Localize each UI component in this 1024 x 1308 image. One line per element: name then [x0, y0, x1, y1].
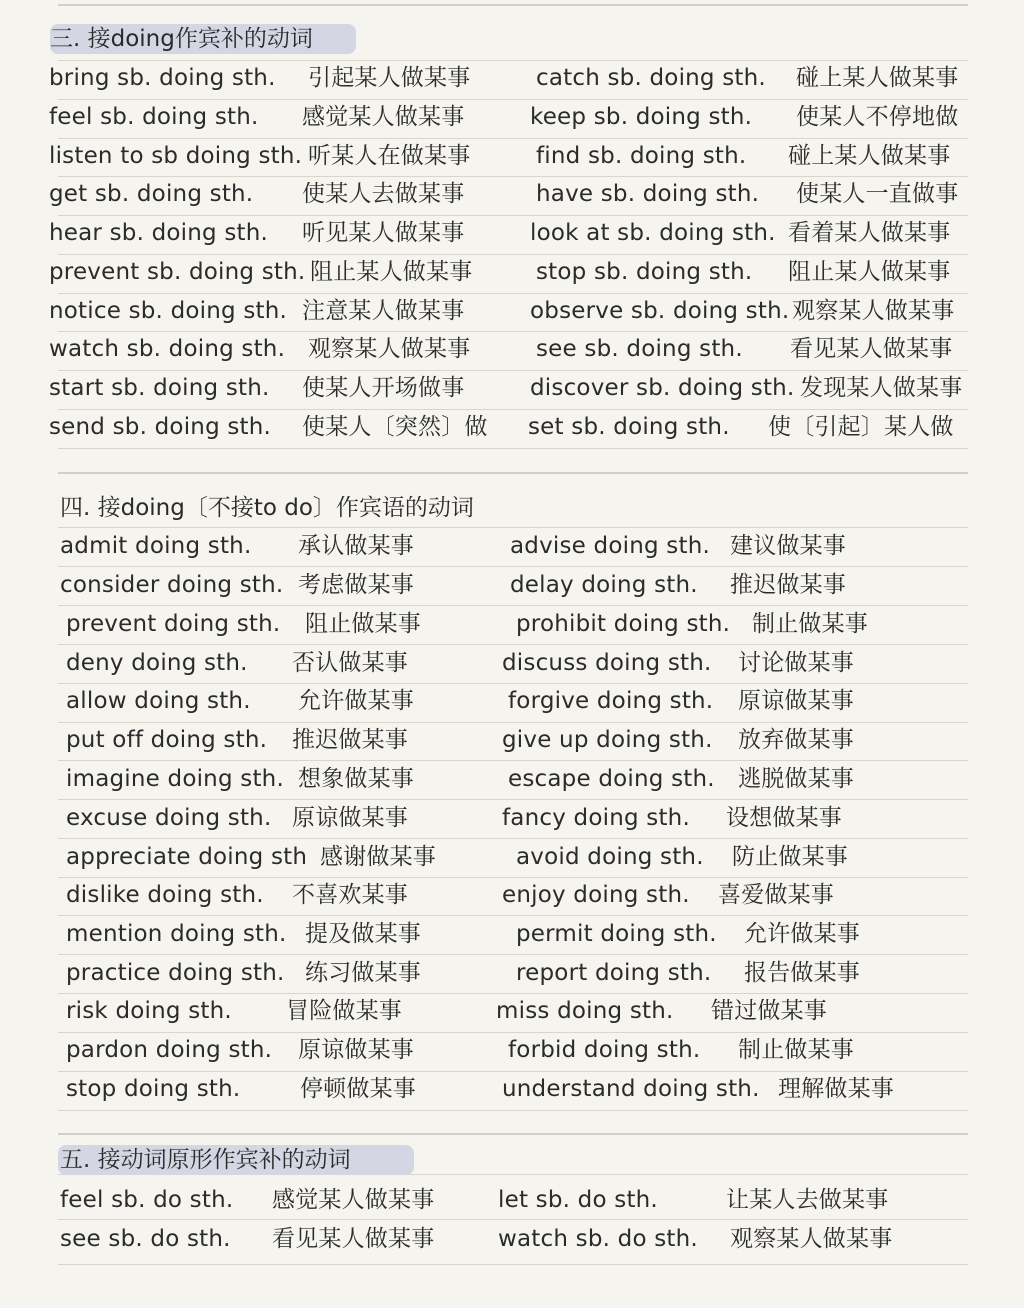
right-meaning: 建议做某事 [730, 533, 846, 559]
ruled-line [58, 448, 968, 449]
left-phrase: send sb. doing sth. [49, 414, 272, 440]
left-meaning: 看见某人做某事 [272, 1226, 435, 1252]
left-meaning: 感觉某人做某事 [272, 1187, 435, 1213]
left-meaning: 使某人开场做事 [302, 375, 465, 401]
right-meaning: 发现某人做某事 [800, 375, 963, 401]
left-phrase: get sb. doing sth. [49, 181, 254, 207]
right-phrase: discover sb. doing sth. [530, 375, 795, 401]
right-phrase: escape doing sth. [508, 766, 715, 792]
left-phrase: notice sb. doing sth. [49, 298, 288, 324]
left-meaning: 注意某人做某事 [302, 298, 465, 324]
left-meaning: 否认做某事 [292, 650, 408, 676]
left-phrase: admit doing sth. [60, 533, 252, 559]
right-phrase: advise doing sth. [510, 533, 710, 559]
left-phrase: bring sb. doing sth. [49, 65, 276, 91]
right-phrase: let sb. do sth. [498, 1187, 658, 1213]
right-phrase: report doing sth. [516, 960, 712, 986]
right-meaning: 使某人不停地做 [796, 104, 959, 130]
left-phrase: imagine doing sth. [66, 766, 284, 792]
right-phrase: see sb. doing sth. [536, 336, 743, 362]
left-phrase: pardon doing sth. [66, 1037, 273, 1063]
right-phrase: miss doing sth. [496, 998, 674, 1024]
left-phrase: prevent sb. doing sth. [49, 259, 306, 285]
right-meaning: 阻止某人做某事 [788, 259, 951, 285]
left-phrase: feel sb. doing sth. [49, 104, 259, 130]
right-phrase: prohibit doing sth. [516, 611, 731, 637]
right-meaning: 使〔引起〕某人做 [768, 414, 954, 440]
left-phrase: hear sb. doing sth. [49, 220, 269, 246]
left-phrase: listen to sb doing sth. [49, 143, 303, 169]
left-meaning: 停顿做某事 [300, 1076, 416, 1102]
right-meaning: 碰上某人做某事 [796, 65, 959, 91]
right-meaning: 防止做某事 [732, 844, 848, 870]
section-title-5: 五. 接动词原形作宾补的动词 [60, 1147, 351, 1173]
left-meaning: 推迟做某事 [292, 727, 408, 753]
right-meaning: 原谅做某事 [738, 688, 854, 714]
left-phrase: put off doing sth. [66, 727, 268, 753]
left-phrase: feel sb. do sth. [60, 1187, 234, 1213]
ruled-line [58, 4, 968, 6]
left-phrase: dislike doing sth. [66, 882, 264, 908]
left-phrase: risk doing sth. [66, 998, 232, 1024]
left-meaning: 听某人在做某事 [308, 143, 471, 169]
right-phrase: forbid doing sth. [508, 1037, 701, 1063]
left-meaning: 想象做某事 [298, 766, 414, 792]
ruled-line [58, 1110, 968, 1111]
left-meaning: 阻止某人做某事 [310, 259, 473, 285]
right-meaning: 制止做某事 [738, 1037, 854, 1063]
left-meaning: 感觉某人做某事 [302, 104, 465, 130]
right-meaning: 理解做某事 [778, 1076, 894, 1102]
right-meaning: 看见某人做某事 [790, 336, 953, 362]
right-phrase: avoid doing sth. [516, 844, 704, 870]
left-phrase: deny doing sth. [66, 650, 248, 676]
right-phrase: give up doing sth. [502, 727, 713, 753]
right-phrase: have sb. doing sth. [536, 181, 760, 207]
left-meaning: 使某人去做某事 [302, 181, 465, 207]
right-meaning: 允许做某事 [744, 921, 860, 947]
right-meaning: 使某人一直做事 [796, 181, 959, 207]
right-phrase: look at sb. doing sth. [530, 220, 776, 246]
ruled-line [58, 1219, 968, 1220]
right-meaning: 看着某人做某事 [788, 220, 951, 246]
right-meaning: 制止做某事 [752, 611, 868, 637]
left-meaning: 感谢做某事 [320, 844, 436, 870]
right-phrase: delay doing sth. [510, 572, 698, 598]
left-meaning: 使某人〔突然〕做 [302, 414, 488, 440]
right-phrase: observe sb. doing sth. [530, 298, 790, 324]
left-phrase: allow doing sth. [66, 688, 251, 714]
left-meaning: 原谅做某事 [292, 805, 408, 831]
right-phrase: permit doing sth. [516, 921, 717, 947]
section-title-3: 三. 接doing作宾补的动词 [50, 26, 313, 52]
ruled-line [58, 1133, 968, 1135]
left-meaning: 引起某人做某事 [308, 65, 471, 91]
right-phrase: watch sb. do sth. [498, 1226, 698, 1252]
left-meaning: 提及做某事 [305, 921, 421, 947]
left-meaning: 不喜欢某事 [292, 882, 408, 908]
right-meaning: 让某人去做某事 [726, 1187, 889, 1213]
left-phrase: stop doing sth. [66, 1076, 241, 1102]
ruled-line [58, 472, 968, 474]
right-meaning: 观察某人做某事 [730, 1226, 893, 1252]
left-phrase: consider doing sth. [60, 572, 284, 598]
right-meaning: 观察某人做某事 [792, 298, 955, 324]
right-phrase: stop sb. doing sth. [536, 259, 753, 285]
right-phrase: catch sb. doing sth. [536, 65, 766, 91]
left-phrase: mention doing sth. [66, 921, 287, 947]
right-phrase: find sb. doing sth. [536, 143, 747, 169]
right-meaning: 逃脱做某事 [738, 766, 854, 792]
right-phrase: keep sb. doing sth. [530, 104, 753, 130]
right-meaning: 错过做某事 [711, 998, 827, 1024]
left-phrase: see sb. do sth. [60, 1226, 231, 1252]
right-meaning: 喜爱做某事 [718, 882, 834, 908]
left-phrase: excuse doing sth. [66, 805, 272, 831]
left-meaning: 承认做某事 [298, 533, 414, 559]
right-meaning: 放弃做某事 [738, 727, 854, 753]
left-meaning: 听见某人做某事 [302, 220, 465, 246]
right-phrase: set sb. doing sth. [528, 414, 730, 440]
right-meaning: 讨论做某事 [738, 650, 854, 676]
right-meaning: 报告做某事 [744, 960, 860, 986]
right-meaning: 设想做某事 [726, 805, 842, 831]
left-phrase: appreciate doing sth [66, 844, 308, 870]
left-phrase: watch sb. doing sth. [49, 336, 286, 362]
right-meaning: 推迟做某事 [730, 572, 846, 598]
left-meaning: 观察某人做某事 [308, 336, 471, 362]
left-meaning: 阻止做某事 [305, 611, 421, 637]
section-title-4: 四. 接doing〔不接to do〕作宾语的动词 [60, 495, 474, 521]
left-meaning: 冒险做某事 [286, 998, 402, 1024]
left-meaning: 允许做某事 [298, 688, 414, 714]
left-phrase: practice doing sth. [66, 960, 285, 986]
right-meaning: 碰上某人做某事 [788, 143, 951, 169]
right-phrase: enjoy doing sth. [502, 882, 690, 908]
left-meaning: 练习做某事 [305, 960, 421, 986]
left-phrase: start sb. doing sth. [49, 375, 270, 401]
right-phrase: discuss doing sth. [502, 650, 712, 676]
left-meaning: 原谅做某事 [298, 1037, 414, 1063]
right-phrase: understand doing sth. [502, 1076, 760, 1102]
right-phrase: fancy doing sth. [502, 805, 690, 831]
ruled-line [58, 1264, 968, 1265]
right-phrase: forgive doing sth. [508, 688, 714, 714]
left-phrase: prevent doing sth. [66, 611, 281, 637]
left-meaning: 考虑做某事 [298, 572, 414, 598]
